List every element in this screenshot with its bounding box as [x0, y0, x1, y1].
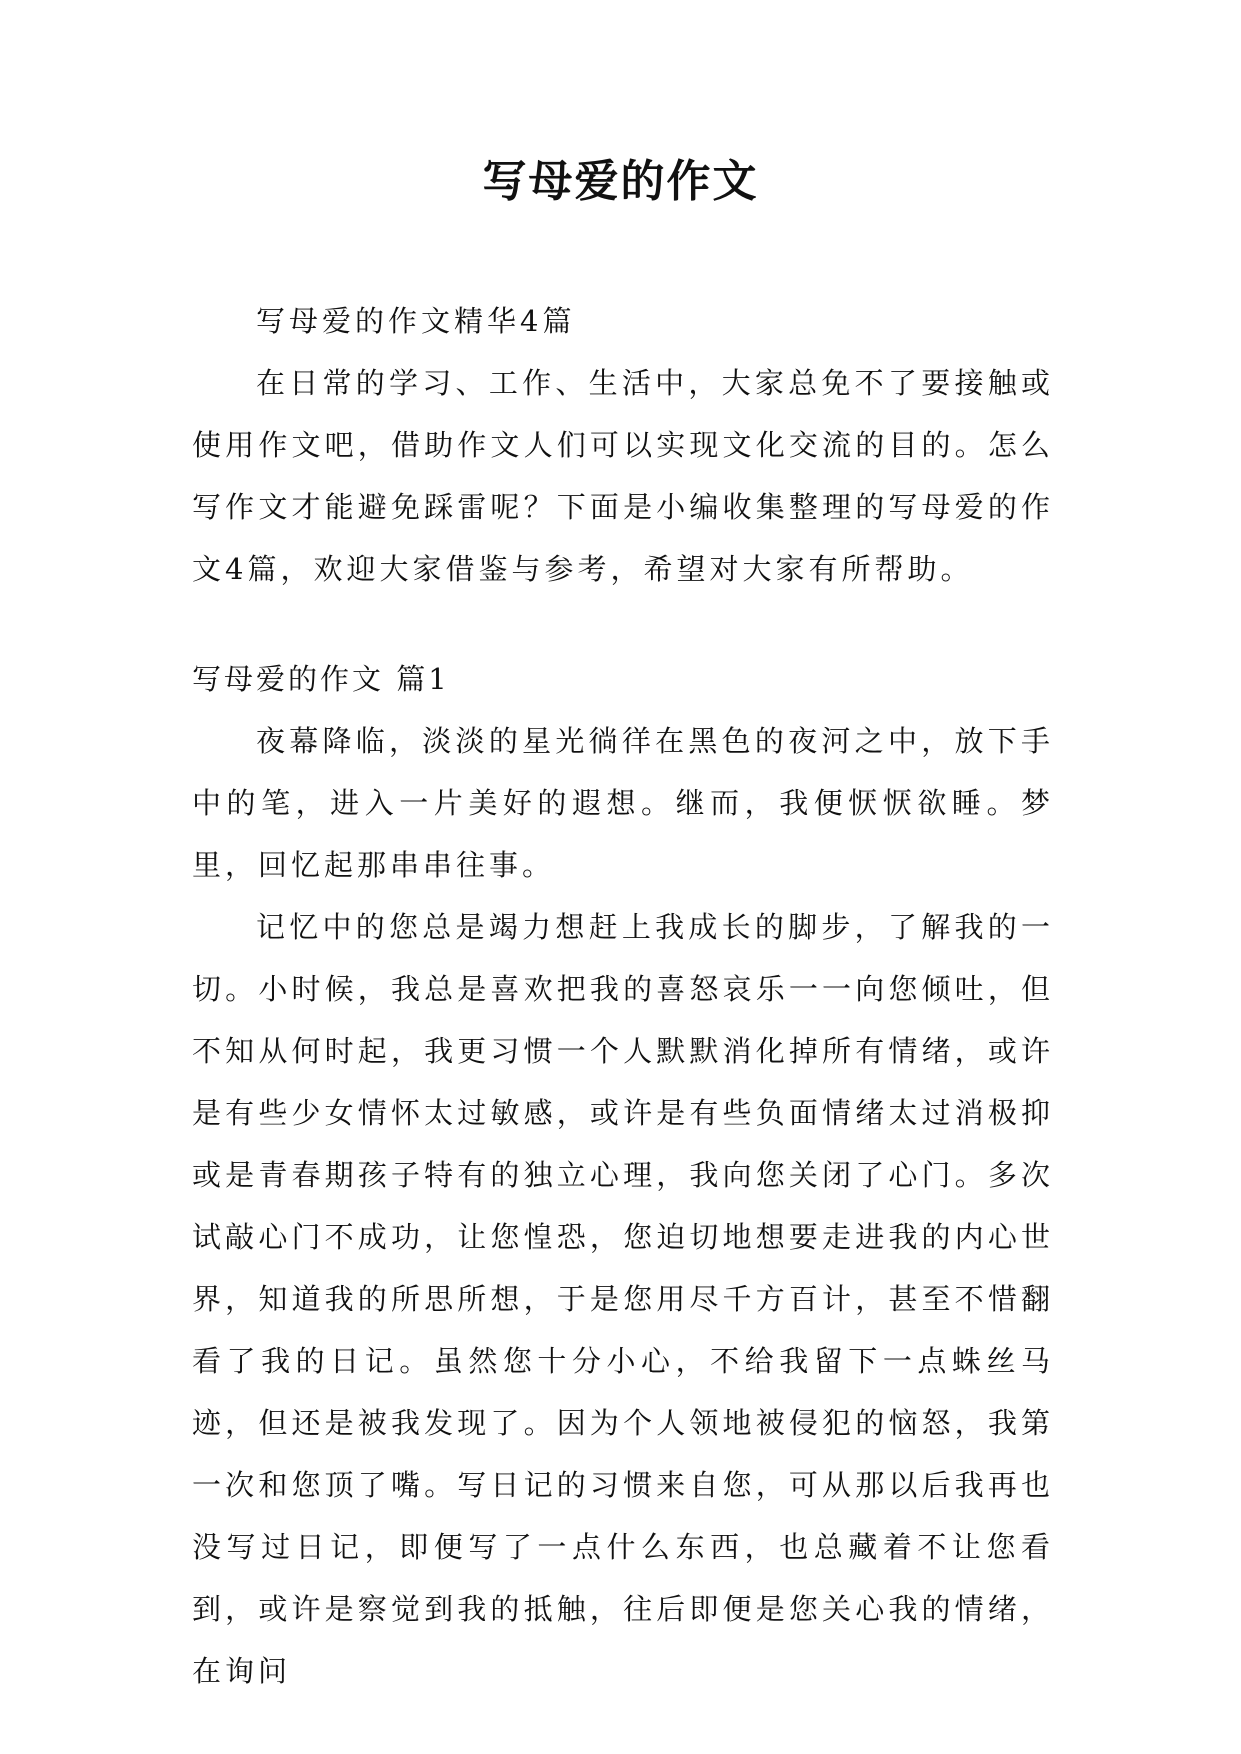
intro-paragraph: 在日常的学习、工作、生活中，大家总免不了要接触或使用作文吧，借助作文人们可以实现文化交流的目的。怎么写作文才能避免踩雷呢？下面是小编收集整理的写母爱的作文4篇，欢迎大家借鉴与参考，希望对大家有所帮助。	[192, 366, 1054, 586]
paragraph-1: 夜幕降临，淡淡的星光徜徉在黑色的夜河之中，放下手中的笔，进入一片美好的遐想。继而，我便恹恹欲睡。梦里，回忆起那串串往事。	[192, 724, 1054, 882]
paragraph-2: 记忆中的您总是竭力想赶上我成长的脚步，了解我的一切。小时候，我总是喜欢把我的喜怒哀乐一一向您倾吐，但不知从何时起，我更习惯一个人默默消化掉所有情绪，或许是有些少女情怀太过敏感，或许是有些负面情绪太过消极抑或是青春期孩子特有的独立心理，我向您关闭了心门。多次试敲心门不成功，让您惶恐，您迫切地想要走进我的内心世界，知道我的所思所想，于是您用尽千方百计，甚至不惜翻看了我的日记。虽然您十分小心，不给我留下一点蛛丝马迹，但还是被我发现了。因为个人领地被侵犯的恼怒，我第一次和您顶了嘴。写日记的习惯来自您，可从那以后我再也没写过日记，即便写了一点什么东西，也总藏着不让您看到，或许是察觉到我的抵触，往后即便是您关心我的情绪，在询问	[192, 910, 1054, 1688]
section-heading: 写母爱的作文 篇1	[192, 662, 450, 696]
document-body	[192, 290, 1054, 1702]
section-gap	[192, 600, 1054, 648]
subtitle: 写母爱的作文精华4篇	[256, 304, 576, 338]
document-title: 写母爱的作文	[482, 156, 759, 207]
